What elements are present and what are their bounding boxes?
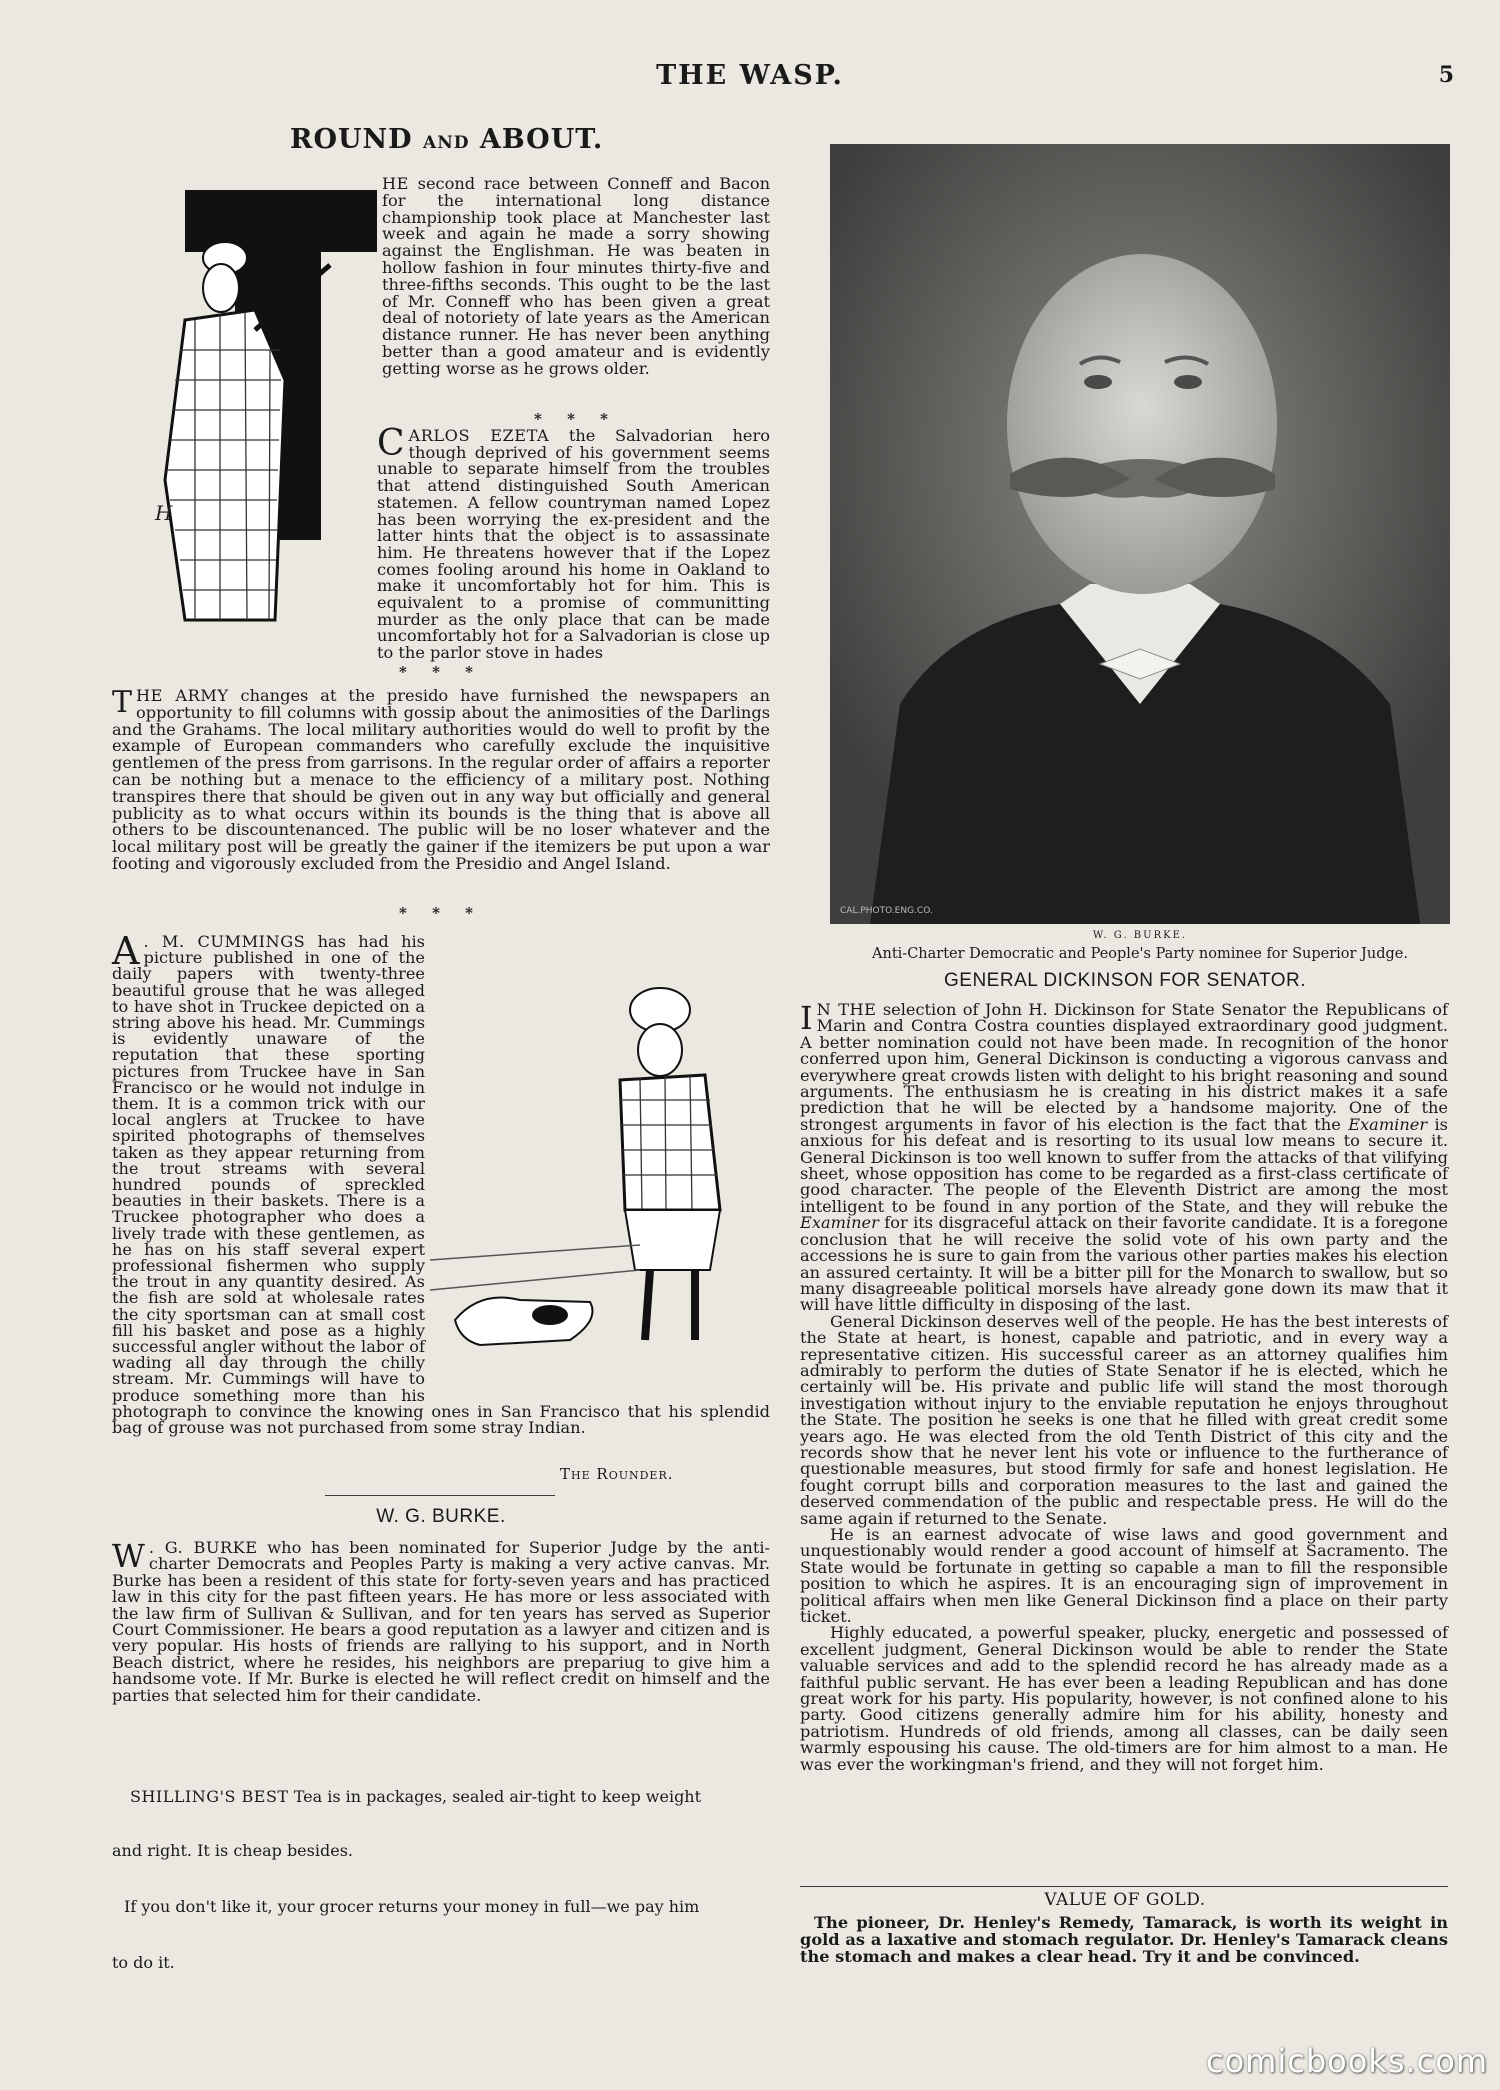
signature-the-rounder: The Rounder.	[560, 1465, 674, 1483]
shilling-ad: SHILLING'S BEST Tea is in packages, sealed air-tight to keep weight and right. It is cheap besides. If you don't like it, your grocer returns your money in full—we pay him to do it.	[112, 1787, 702, 1972]
divider	[325, 1495, 555, 1496]
paragraph-ezeta: C ARLOS EZETA the Salvadorian hero though deprived of his government seems unable to separate himself from the troubles that attend distinguished South American statemen. A fellow countryman named Lopez has been worrying the ex-president and the latter hints that the object is to assassinate him. He threatens however that if the Lopez comes fooling around his home in Oakland to make it uncomfortably hot for him. This is equivalent to a promise of communitting murder as the only place that can be made uncomfortably hot for a Salvadorian is close up to the parlor stove in hades	[377, 423, 770, 663]
burke-heading: W. G. BURKE.	[376, 1506, 506, 1527]
portrait-caption-text: Anti-Charter Democratic and People's Party nominee for Superior Judge.	[872, 946, 1408, 962]
gold-ad: The pioneer, Dr. Henley's Remedy, Tamarack, is worth its weight in gold as a laxative and stomach regulator. Dr. Henley's Tamarack cleans the stomach and makes a clear head. Try it and be convinced.	[800, 1913, 1448, 1966]
site-watermark: comicbooks.com	[1205, 2042, 1488, 2080]
page-number: 5	[1438, 62, 1454, 88]
gold-heading: VALUE OF GOLD.	[1044, 1890, 1206, 1910]
burke-article: W . G. BURKE who has been nominated for Superior Judge by the anti-charter Democrats and Peoples Party is making a very active canvas. Mr. Burke has been a resident of this state for forty-seven years and has practiced law in this city for the past fifteen years. He has more or less associated with the law firm of Sullivan & Sullivan, and for ten years has served as Superior Court Commissioner. He bears a good reputation as a lawyer and citizen and is very popular. His hosts of friends are rallying to his support, and in North Beach district, where he resides, his neighbors are prepariug to give him a handsome vote. If Mr. Burke is elected he will reflect credit on himself and the parties that selected him for their candidate.	[112, 1537, 770, 1705]
dickinson-heading: GENERAL DICKINSON FOR SENATOR.	[944, 970, 1306, 991]
divider	[800, 1886, 1448, 1887]
section-stars: * * *	[399, 663, 483, 681]
portrait-w-g-burke	[830, 144, 1450, 924]
section-stars: * * *	[534, 410, 618, 428]
masthead: THE WASP.	[656, 60, 844, 91]
paragraph-conneff: HE second race between Conneff and Bacon for the international long distance championship took place at Manchester last week and again he made a sorry showing against the Englishman. He was beaten in hollow fashion in four minutes thirty-five and three-fifths seconds. This ought to be the last of Mr. Conneff who has been given a great deal of notoriety of late years as the American distance runner. He has never been anything better than a good amateur and is evidently getting worse as he grows older.	[382, 174, 770, 378]
portrait-caption-name: W. G. BURKE.	[1092, 930, 1188, 941]
paragraph-army: T HE ARMY changes at the presido have furnished the newspapers an opportunity to fill columns with gossip about the animosities of the Darlings and the Grahams. The local military authorities would do well to profit by the example of European commanders who carefully exclude the inquisitive gentlemen of the press from garrisons. In the regular order of affairs a reporter can be nothing but a menace to the efficiency of a military post. Nothing transpires there that should be given out in any way but officially and general publicity as to what occurs within its bounds is the thing that is above all others to be discountenanced. The public will be no loser whatever and the local military post will be greatly the gainer if the itemizers be put upon a war footing and vigorously excluded from the Presidio and Angel Island.	[112, 685, 770, 873]
dickinson-article: I N THE selection of John H. Dickinson for State Senator the Republicans of Marin and Contra Costra counties displayed extraordinary good judgment. A better nomination could not have been made. In recognition of the honor conferred upon him, General Dickinson is conducting a vigorous canvass and everywhere great crowds listen with delight to his bright reasoning and sound arguments. The enthusiasm he is creating in his district makes it a safe prediction that he will be elected by a handsome majority. One of the strongest arguments in favor of his election is the fact that the Examiner is anxious for his defeat and is resorting to its usual low means to secure it. General Dickinson is too well known to suffer from the attacks of that vilifying sheet, whose opposition has come to be regarded as a first-class certificate of good character. The people of the Eleventh District are among the most intelligent to be found in any portion of the State, and they will rebuke the Examiner for its disgraceful attack on their favorite candidate. It is a foregone conclusion that he will receive the solid vote of his own party and the accessions he is sure to gain from the various other parties makes his election an assured certainty. It will be a bitter pill for the Monarch to swallow, but so many disagreeable political morsels have already gone down its maw that it will have little difficulty in disposing of the last. General Dickinson deserves well of the people. He has the best interests of the State at heart, is honest, capable and patriotic, and in every way a representative citizen. His successful career as an attorney qualifies him admirably to perform the duties of State Senator if he is elected, which he certainly will be. His private and public life will stand the most thorough investigation without injury to the enviable reputation he enjoys throughout the State. The position he seeks is one that he filled with great credit some years ago. He was elected from the old Tenth District of this city and the records show that he never lent his vote or influence to the furtherance of questionable measures, but stood firmly for safe and honest legislation. He fought corrupt bills and corporation measures to the last and gained the deserved commendation of the public and respectable press. He will do the same again if returned to the Senate. He is an earnest advocate of wise laws and good government and unquestionably would render a good account of himself at Sacramento. The State would be fortunate in getting so capable a man to fill the responsible position to which he aspires. It is an encouraging sign of improvement in political affairs when men like General Dickinson find a place on their party ticket. Highly educated, a powerful speaker, plucky, energetic and possessed of excellent judgment, General Dickinson would be able to render the State valuable services and add to the splendid record he has already made as a faithful public servant. He has ever been a leading Republican and has done great work for his party. His popularity, however, is not confined alone to his party. Good citizens generally admire him for his ability, honesty and patriotism. Hundreds of old friends, among all classes, can be daily seen warmly espousing his cause. The old-timers are for him almost to a man. He was ever the workingman's friend, and they will not forget him.	[800, 999, 1448, 1774]
paragraph-cummings: A . M. CUMMINGS has had his picture published in one of the daily papers with twenty-three beautiful grouse that he was alleged to have shot in Truckee depicted on a string above his head. Mr. Cummings is evidently unaware of the reputation that these sporting pictures from Truckee have in San Francisco or he would not indulge in them. It is a common trick with our local anglers at Truckee to have spirited photographs of themselves taken as they appear returning from the trout streams with several hundred pounds of spreckled beauties in their baskets. There is a Truckee photographer who does a lively trade with these gentlemen, as he has on his staff several expert professional fishermen who supply the trout in any quantity desired. As the fish are sold at wholesale rates the city sportsman can at small cost fill his basket and pose as a highly successful angler without the labor of wading all day through the chilly stream. Mr. Cummings will have to produce something more than his photograph to convince the knowing ones in San Francisco that his splendid bag of grouse was not purchased from some stray Indian.	[112, 929, 770, 1438]
illustrator-signature: H	[155, 501, 173, 525]
engraver-mark: CAL.PHOTO.ENG.CO.	[840, 906, 933, 916]
section-stars: * * *	[399, 904, 483, 922]
round-about-title: ROUND AND ABOUT.	[290, 124, 604, 155]
